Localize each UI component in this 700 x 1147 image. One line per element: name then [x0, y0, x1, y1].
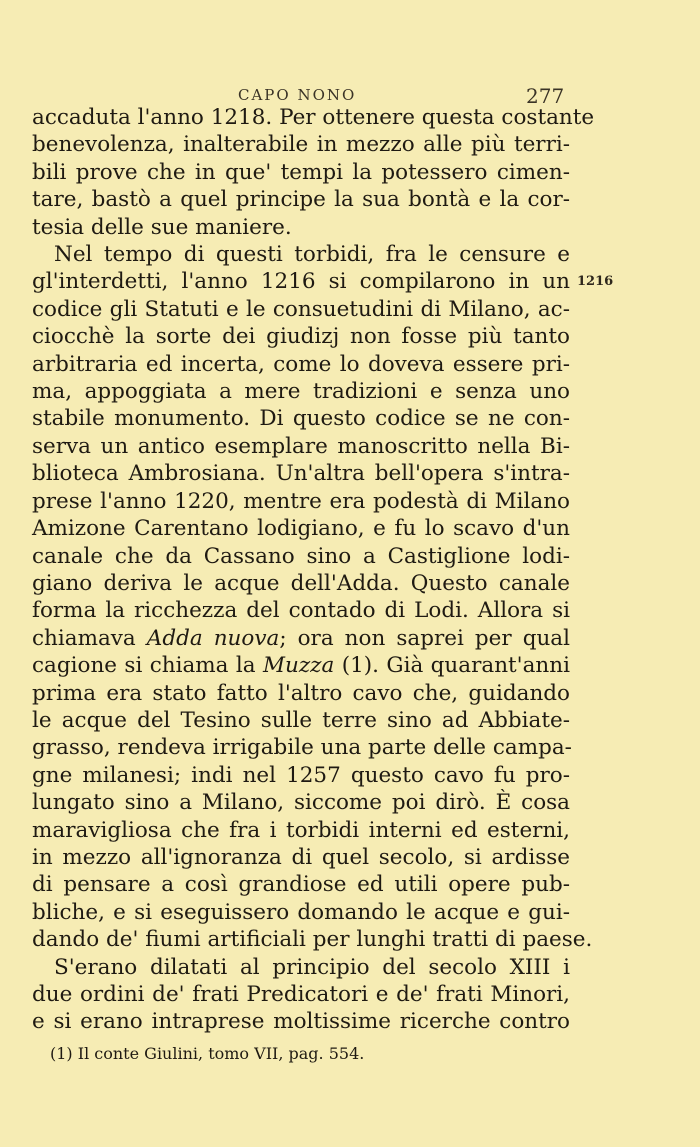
- text-line: due ordini de' frati Predicatori e de' frati Minori,: [32, 982, 570, 1007]
- text-line: e si erano intraprese moltissime ricerche contro: [32, 1009, 570, 1035]
- text-line: gl'interdetti, l'anno 1216 si compilarono in un: [32, 269, 570, 295]
- running-head: CAPO NONO: [238, 86, 357, 104]
- margin-year-note: 1216: [577, 274, 614, 289]
- text-line: prima era stato fatto l'altro cavo che, guidando: [32, 680, 570, 706]
- text-line: tesia delle sue maniere.: [32, 214, 292, 240]
- text-line: le acque del Tesino sulle terre sino ad Abbiate-: [32, 707, 570, 733]
- italic-muzza: Muzza: [262, 653, 335, 679]
- text-line: tare, bastò a quel principe la sua bontà e la cor-: [32, 187, 570, 213]
- text-line: accaduta l'anno 1218. Per ottenere questa costante: [32, 105, 595, 130]
- body-text: [32, 104, 595, 1036]
- text-line: forma la ricchezza del contado di Lodi. Allora si: [32, 598, 570, 624]
- text-line: benevolenza, inalterabile in mezzo alle più terri-: [32, 132, 570, 158]
- text-line: bliche, e si eseguissero domando le acque e gui-: [32, 899, 570, 925]
- text-line: prese l'anno 1220, mentre era podestà di Milano: [32, 488, 570, 514]
- text-line: dando de' fiumi artificiali per lunghi tratti di paese.: [32, 927, 593, 953]
- text-line: gne milanesi; indi nel 1257 questo cavo fu pro-: [32, 762, 570, 788]
- italic-adda-nuova: Adda nuova: [146, 625, 280, 651]
- text-line: bili prove che in que' tempi la potessero cimen-: [32, 159, 570, 185]
- text-line-italic: cagione si chiama la Muzza (1). Già quarant'anni: [32, 653, 570, 679]
- text-line: canale che da Cassano sino a Castiglione lodi-: [32, 543, 570, 569]
- text-line: arbitraria ed incerta, come lo doveva essere pri-: [32, 351, 570, 377]
- text-line: Amizone Carentano lodigiano, e fu lo scavo d'un: [32, 516, 570, 542]
- page-number: 277: [526, 84, 565, 108]
- text-line: ciocchè la sorte dei giudizj non fosse più tanto: [32, 324, 570, 350]
- footnote: (1) Il conte Giulini, tomo VII, pag. 554.: [50, 1044, 365, 1063]
- text-line: S'erano dilatati al principio del secolo XIII i: [54, 954, 570, 980]
- text-line: stabile monumento. Di questo codice se ne con-: [32, 406, 570, 432]
- text-line: grasso, rendeva irrigabile una parte delle campa-: [32, 735, 572, 761]
- text-line: di pensare a così grandiose ed utili opere pub-: [32, 872, 570, 898]
- text-line: serva un antico esemplare manoscritto nella Bi-: [32, 433, 570, 459]
- text-line: giano deriva le acque dell'Adda. Questo canale: [32, 570, 570, 596]
- text-line: blioteca Ambrosiana. Un'altra bell'opera s'intra-: [32, 461, 570, 487]
- text-line: codice gli Statuti e le consuetudini di Milano, ac-: [32, 296, 570, 322]
- text-line: lungato sino a Milano, siccome poi dirò. È cosa: [32, 790, 570, 816]
- text-line: in mezzo all'ignoranza di quel secolo, si ardisse: [32, 844, 570, 870]
- text-line: ma, appoggiata a mere tradizioni e senza uno: [32, 379, 570, 405]
- text-line: maravigliosa che fra i torbidi interni ed esterni,: [32, 817, 570, 843]
- text-line: Nel tempo di questi torbidi, fra le censure e: [54, 242, 570, 268]
- text-line-italic: chiamava Adda nuova; ora non saprei per qual: [32, 625, 570, 651]
